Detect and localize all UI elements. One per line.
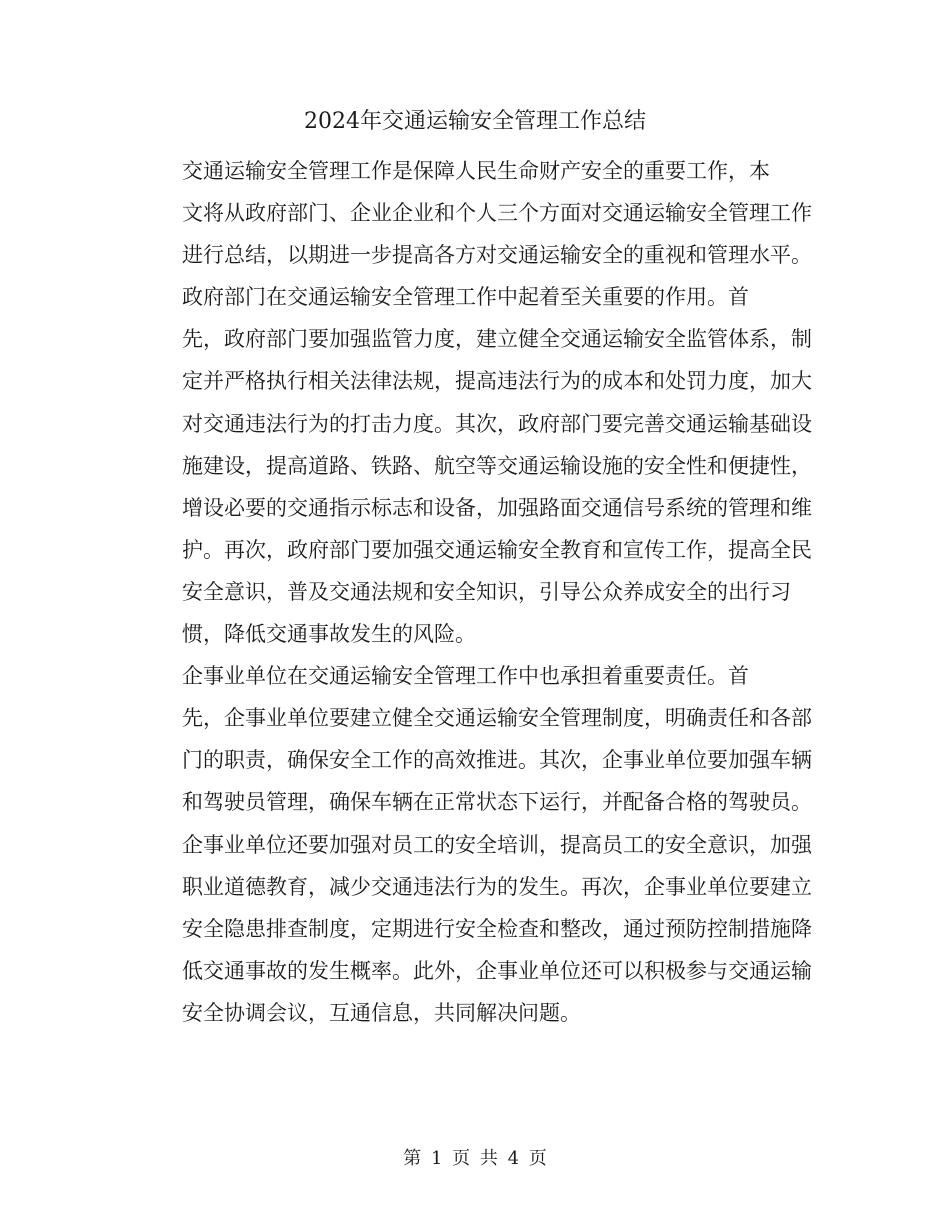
paragraph-enterprise xyxy=(140,655,812,1034)
paragraph-line: 护。再次，政府部门要加强交通运输安全教育和宣传工作，提高全民 xyxy=(182,537,812,562)
paragraph-line: 企事业单位还要加强对员工的安全培训，提高员工的安全意识，加强 xyxy=(182,832,812,857)
paragraph-line: 低交通事故的发生概率。此外，企事业单位还可以积极参与交通运输 xyxy=(182,958,812,983)
paragraph-line: 安全协调会议，互通信息，共同解决问题。 xyxy=(182,1000,581,1025)
document-body xyxy=(140,150,812,1034)
paragraph-line: 交通运输安全管理工作是保障人民生命财产安全的重要工作，本 xyxy=(182,159,770,183)
paragraph-line: 增设必要的交通指示标志和设备，加强路面交通信号系统的管理和维 xyxy=(182,495,812,520)
paragraph-government xyxy=(140,276,812,655)
paragraph-line: 和驾驶员管理，确保车辆在正常状态下运行，并配备合格的驾驶员。 xyxy=(182,790,812,815)
paragraph-line: 进行总结，以期进一步提高各方对交通运输安全的重视和管理水平。 xyxy=(182,243,812,268)
paragraph-intro xyxy=(140,150,812,276)
page-number-footer: 第 1 页 共 4 页 xyxy=(403,1148,547,1169)
paragraph-line: 政府部门在交通运输安全管理工作中起着至关重要的作用。首 xyxy=(182,285,749,310)
paragraph-line: 先，企事业单位要建立健全交通运输安全管理制度，明确责任和各部 xyxy=(182,706,812,731)
paragraph-line: 定并严格执行相关法律法规，提高违法行为的成本和处罚力度，加大 xyxy=(182,369,812,394)
paragraph-line: 施建设，提高道路、铁路、航空等交通运输设施的安全性和便捷性， xyxy=(182,453,812,478)
paragraph-line: 惯，降低交通事故发生的风险。 xyxy=(182,622,476,647)
paragraph-line: 文将从政府部门、企业企业和个人三个方面对交通运输安全管理工作 xyxy=(182,201,812,226)
paragraph-line: 安全隐患排查制度，定期进行安全检查和整改，通过预防控制措施降 xyxy=(182,916,812,941)
paragraph-line: 门的职责，确保安全工作的高效推进。其次，企事业单位要加强车辆 xyxy=(182,748,812,773)
paragraph-line: 先，政府部门要加强监管力度，建立健全交通运输安全监管体系，制 xyxy=(182,327,812,352)
paragraph-line: 企事业单位在交通运输安全管理工作中也承担着重要责任。首 xyxy=(182,664,749,689)
document-title: 2024年交通运输安全管理工作总结 xyxy=(304,109,646,134)
paragraph-line: 安全意识，普及交通法规和安全知识，引导公众养成安全的出行习 xyxy=(182,579,791,604)
paragraph-line: 对交通违法行为的打击力度。其次，政府部门要完善交通运输基础设 xyxy=(182,411,812,436)
paragraph-line: 职业道德教育，减少交通违法行为的发生。再次，企事业单位要建立 xyxy=(182,874,812,899)
